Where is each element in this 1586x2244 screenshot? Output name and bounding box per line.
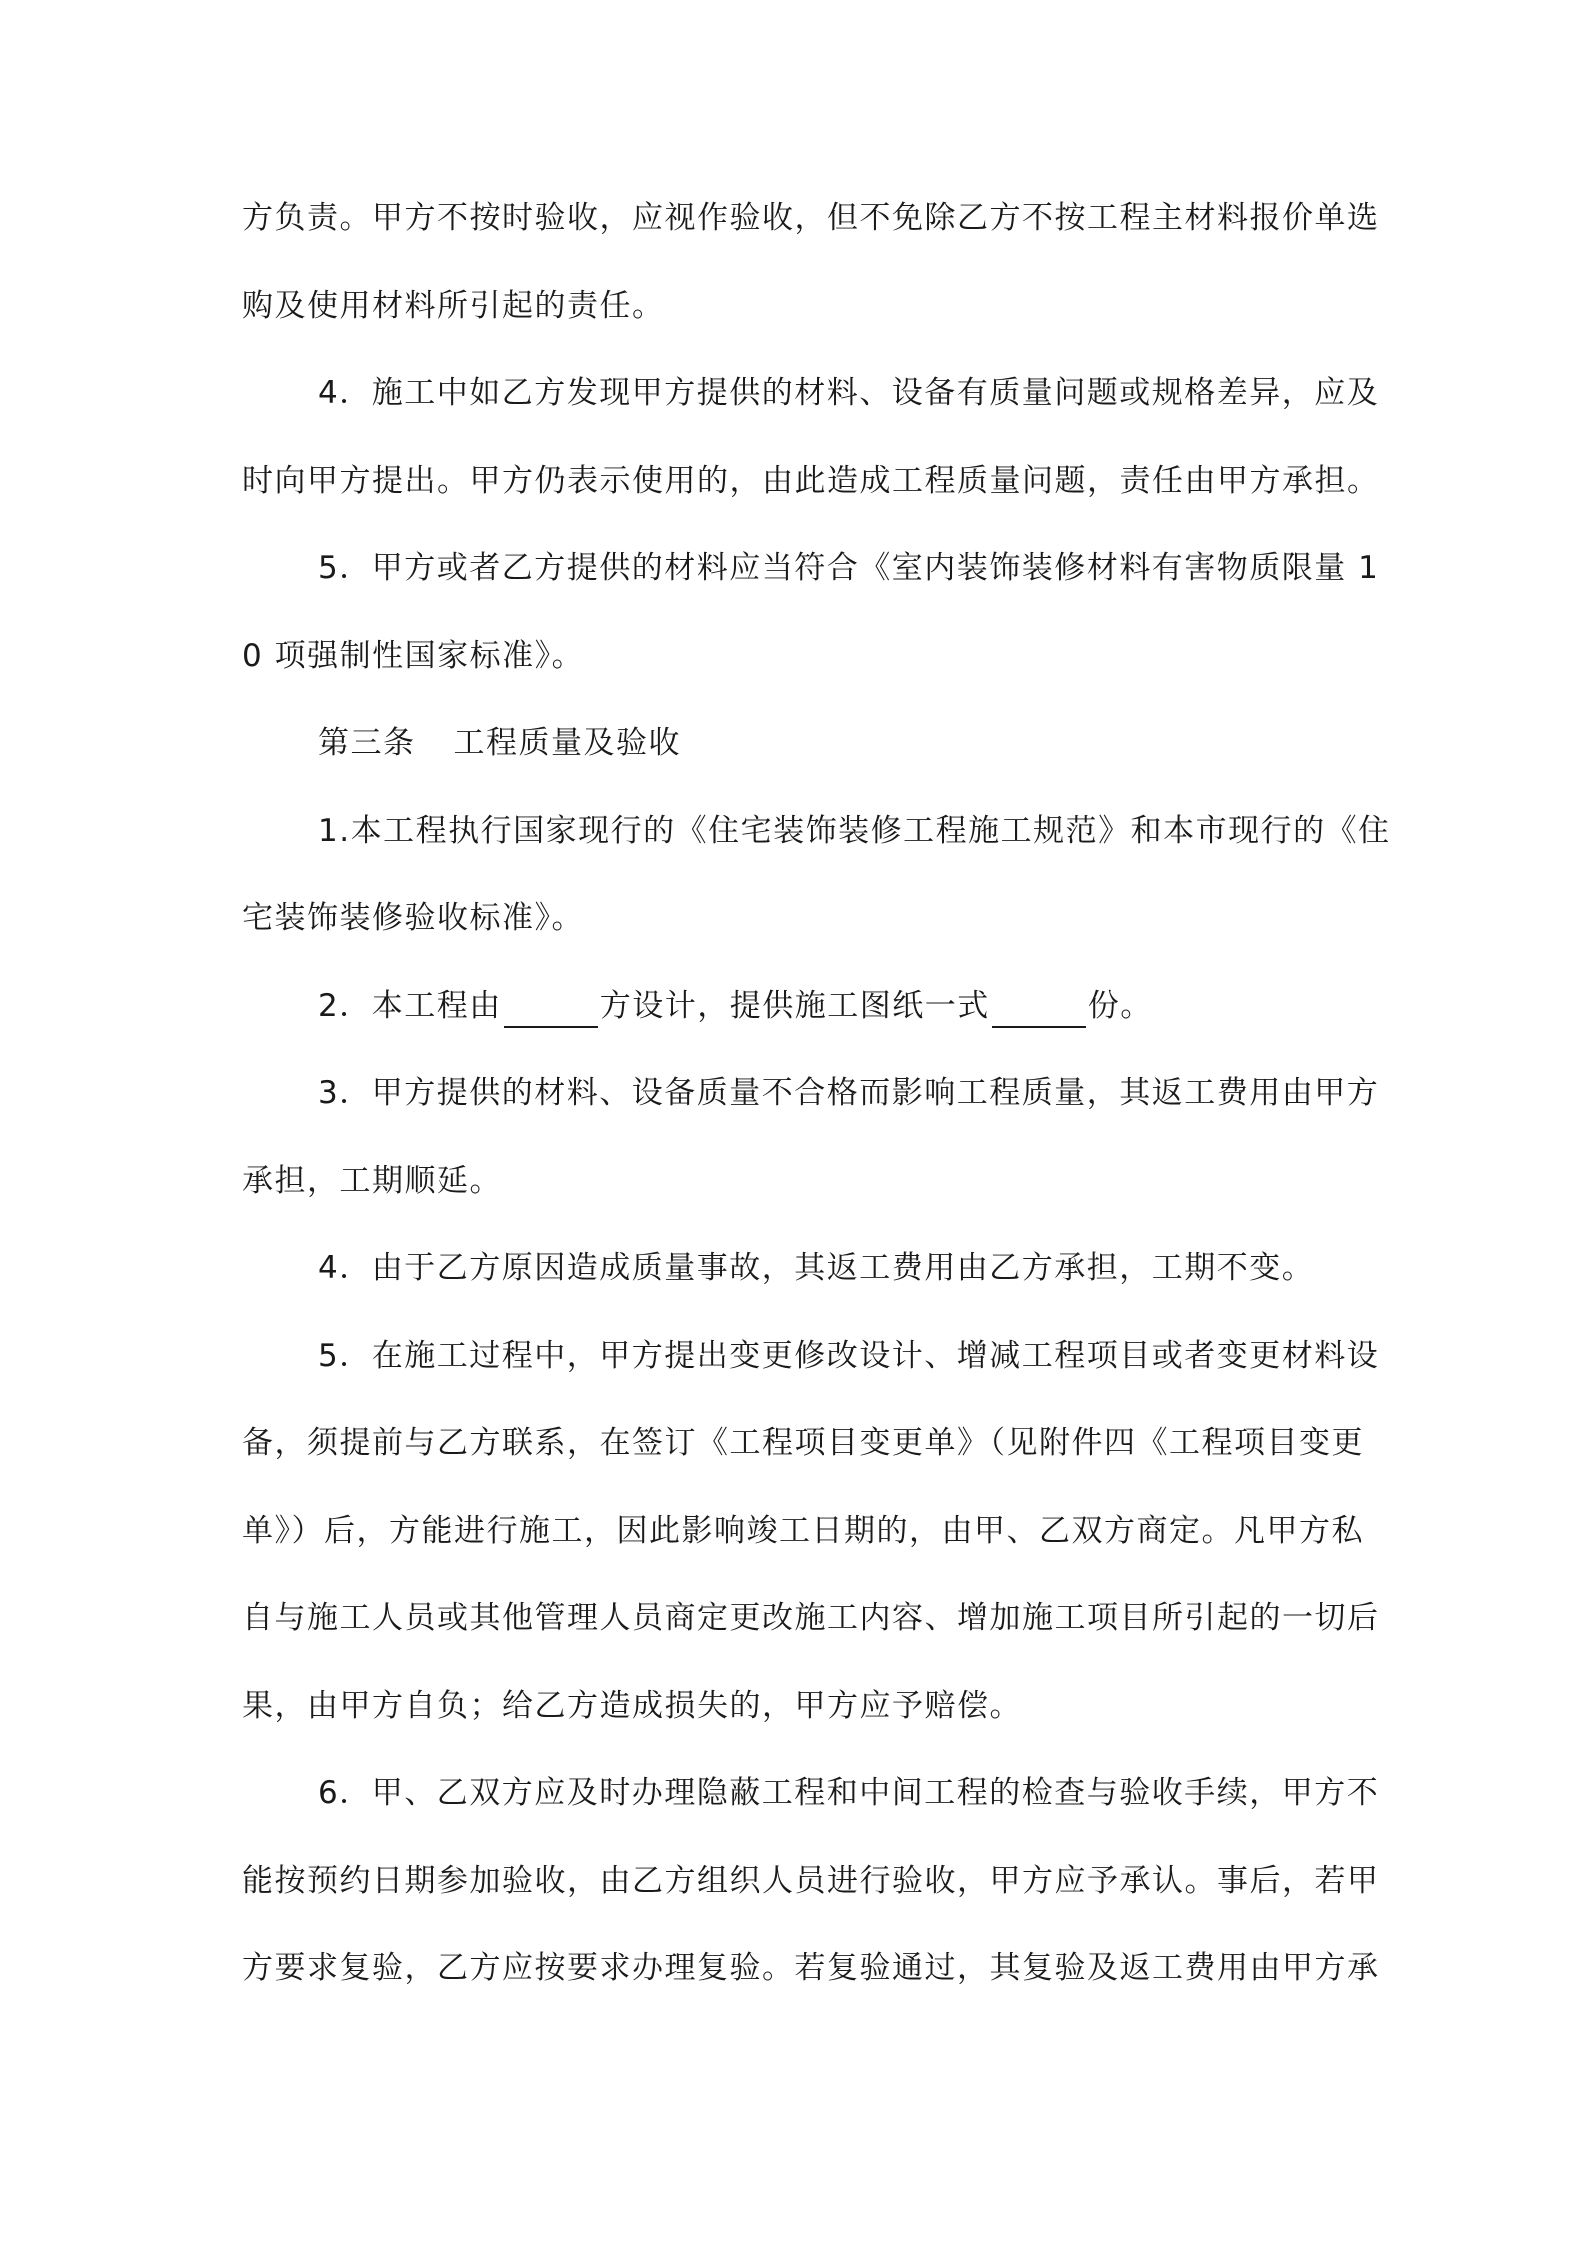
- paragraph-line: 能按预约日期参加验收，由乙方组织人员进行验收，甲方应予承认。事后，若甲: [242, 1863, 1380, 1899]
- paragraph-line: 自与施工人员或其他管理人员商定更改施工内容、增加施工项目所引起的一切后: [242, 1600, 1380, 1636]
- paragraph-line: 方要求复验，乙方应按要求办理复验。若复验通过，其复验及返工费用由甲方承: [242, 1950, 1380, 1986]
- paragraph-line: 宅装饰装修验收标准》。: [242, 900, 584, 936]
- paragraph-line: 购及使用材料所引起的责任。: [242, 288, 665, 324]
- paragraph-line: 承担，工期顺延。: [242, 1163, 502, 1199]
- paragraph-line: 5．在施工过程中，甲方提出变更修改设计、增减工程项目或者变更材料设: [318, 1338, 1380, 1374]
- paragraph-line: 4．施工中如乙方发现甲方提供的材料、设备有质量问题或规格差异，应及: [318, 375, 1380, 411]
- blank-designer[interactable]: [504, 996, 598, 1028]
- paragraph-line: 备，须提前与乙方联系，在签订《工程项目变更单》（见附件四《工程项目变更: [242, 1425, 1364, 1461]
- paragraph-line: 0 项强制性国家标准》。: [242, 638, 585, 674]
- paragraph-line: 1.本工程执行国家现行的《住宅装饰装修工程施工规范》和本市现行的《住: [318, 813, 1391, 849]
- section-heading: [318, 721, 1438, 765]
- design-clause-part3: 份。: [1087, 988, 1153, 1024]
- blank-copies[interactable]: [992, 996, 1086, 1028]
- paragraph-line: 果，由甲方自负；给乙方造成损失的，甲方应予赔偿。: [242, 1688, 1022, 1724]
- paragraph-line: 6．甲、乙双方应及时办理隐蔽工程和中间工程的检查与验收手续，甲方不: [318, 1775, 1380, 1811]
- paragraph-line: 3．甲方提供的材料、设备质量不合格而影响工程质量，其返工费用由甲方: [318, 1075, 1380, 1111]
- design-clause-part1: 2．本工程由: [318, 988, 502, 1024]
- paragraph-line: 5．甲方或者乙方提供的材料应当符合《室内装饰装修材料有害物质限量 1: [318, 550, 1380, 586]
- paragraph-line: 方负责。甲方不按时验收，应视作验收，但不免除乙方不按工程主材料报价单选: [242, 200, 1380, 236]
- section-title: 工程质量及验收: [453, 725, 681, 761]
- paragraph-line: 4．由于乙方原因造成质量事故，其返工费用由乙方承担，工期不变。: [318, 1250, 1315, 1286]
- design-clause-part2: 方设计，提供施工图纸一式: [599, 988, 990, 1024]
- paragraph-line: 时向甲方提出。甲方仍表示使用的，由此造成工程质量问题，责任由甲方承担。: [242, 463, 1380, 499]
- paragraph-line: 单》）后，方能进行施工，因此影响竣工日期的，由甲、乙双方商定。凡甲方私: [242, 1513, 1364, 1549]
- design-clause: [318, 984, 1362, 1028]
- section-number: 第三条: [318, 725, 416, 761]
